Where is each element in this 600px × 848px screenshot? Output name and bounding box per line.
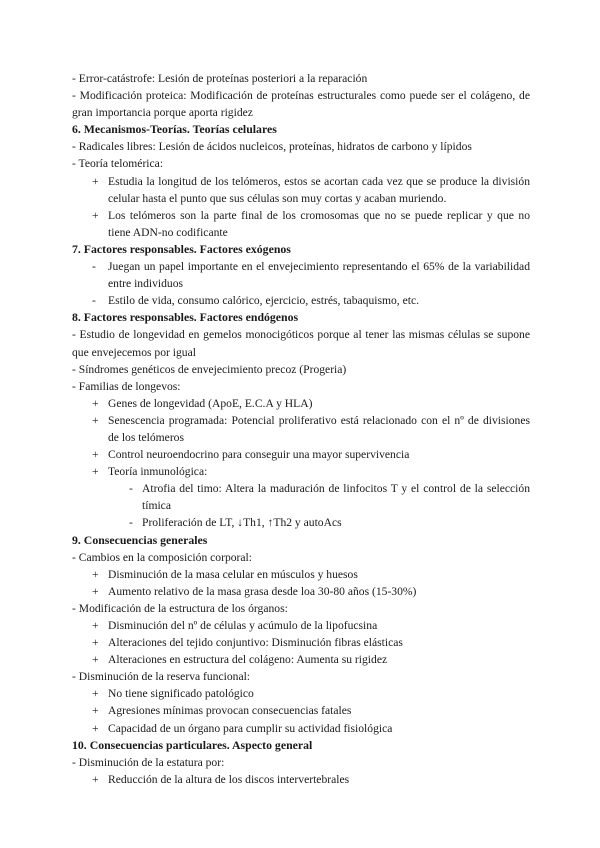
plus-bullet-item (72, 583, 530, 600)
bullet-text: Aumento relativo de la masa grasa desde loa 30-80 años (15-30%) (108, 584, 417, 598)
plus-bullet-item (72, 463, 530, 480)
plus-bullet-item (72, 395, 530, 412)
bullet-text: Alteraciones en estructura del colágeno: Aumenta su rigidez (108, 653, 388, 667)
bullet-marker: - (129, 482, 133, 496)
bullet-text: Disminución de la masa celular en músculos y huesos (108, 567, 358, 581)
bullet-text: Atrofia del timo: Altera la maduración de linfocitos T y el control de la selección tímica (142, 482, 530, 513)
dash-item: - Cambios en la composición corporal: (72, 550, 252, 564)
bullet-marker: + (92, 174, 99, 188)
bullet-text: Agresiones mínimas provocan consecuencias fatales (108, 704, 352, 718)
bullet-text: Juegan un papel importante en el envejecimiento representando el 65% de la variabilidad entre individuos (108, 260, 530, 291)
bullet-marker: + (92, 448, 99, 462)
document-body (72, 70, 530, 788)
plus-bullet-item (72, 651, 530, 668)
section-heading: 10. Consecuencias particulares. Aspecto general (72, 737, 313, 752)
plus-bullet-item (72, 207, 530, 241)
bullet-marker: + (92, 619, 99, 632)
section-heading: 6. Mecanismos-Teorías. Teorías celulares (72, 122, 277, 137)
bullet-marker: + (92, 396, 99, 410)
bullet-marker: - (92, 294, 96, 308)
bullet-marker: + (92, 772, 99, 786)
bullet-marker: + (92, 584, 99, 598)
bullet-text: Disminución del nº de células y acúmulo de la lipofucsina (108, 619, 378, 632)
plus-bullet-item (72, 173, 530, 207)
plus-bullet-item (72, 702, 530, 719)
plus-bullet-item (72, 634, 530, 651)
minus-bullet-item (72, 292, 530, 309)
plus-bullet-item (72, 446, 530, 463)
bullet-marker: + (92, 208, 99, 222)
bullet-marker: + (92, 567, 99, 581)
plus-bullet-item (72, 412, 530, 446)
bullet-marker: + (92, 721, 99, 735)
bullet-marker: + (92, 704, 99, 718)
dash-item: - Modificación proteica: Modificación de proteínas estructurales como puede ser el colágeno, de gran importancia porque aporta rigidez (72, 89, 530, 120)
dash-item: - Teoría telomérica: (72, 157, 164, 171)
bullet-marker: + (92, 636, 99, 650)
minus-bullet-item (72, 258, 530, 292)
dash-item: - Radicales libres: Lesión de ácidos nucleicos, proteínas, hidratos de carbono y lípidos (72, 140, 472, 154)
section-heading: 8. Factores responsables. Factores endógenos (72, 310, 299, 325)
bullet-text: Estilo de vida, consumo calórico, ejercicio, estrés, tabaquismo, etc. (108, 294, 419, 308)
dash-item: - Familias de longevos: (72, 379, 181, 393)
bullet-text: Teoría inmunológica: (108, 465, 208, 479)
bullet-text: Proliferación de LT, ↓Th1, ↑Th2 y autoAcs (142, 516, 342, 530)
dash-item: - Error-catástrofe: Lesión de proteínas posteriori a la reparación (72, 72, 368, 85)
bullet-text: Senescencia programada: Potencial proliferativo está relacionado con el nº de divisiones de los telómeros (108, 413, 530, 444)
dash-item: - Disminución de la estatura por: (72, 755, 225, 769)
plus-bullet-item (72, 771, 530, 788)
section-heading: 9. Consecuencias generales (72, 532, 208, 547)
section-heading: 7. Factores responsables. Factores exógenos (72, 241, 291, 256)
plus-bullet-item (72, 566, 530, 583)
plus-bullet-item (72, 685, 530, 702)
dash-item: - Modificación de la estructura de los órganos: (72, 601, 288, 615)
bullet-marker: + (92, 687, 99, 701)
bullet-marker: + (92, 465, 99, 479)
bullet-text: Estudia la longitud de los telómeros, estos se acortan cada vez que se produce la división celular hasta el punto que sus células son muy cortas y acaban muriendo. (108, 174, 530, 205)
plus-bullet-item (72, 617, 530, 634)
bullet-marker: - (129, 516, 133, 530)
bullet-text: Capacidad de un órgano para cumplir su actividad fisiológica (108, 721, 393, 735)
sub-bullet-item (72, 514, 530, 531)
bullet-marker: + (92, 413, 99, 427)
bullet-text: Alteraciones del tejido conjuntivo: Disminución fibras elásticas (108, 636, 403, 650)
dash-item: - Estudio de longevidad en gemelos monocigóticos porque al tener las mismas células se supone que envejecemos por igual (72, 328, 530, 359)
dash-item: - Síndromes genéticos de envejecimiento precoz (Progeria) (72, 362, 347, 376)
bullet-marker: + (92, 653, 99, 667)
plus-bullet-item (72, 720, 530, 737)
dash-item: - Disminución de la reserva funcional: (72, 670, 251, 684)
bullet-text: Genes de longevidad (ApoE, E.C.A y HLA) (108, 396, 313, 410)
sub-bullet-item (72, 480, 530, 514)
bullet-text: Control neuroendocrino para conseguir una mayor supervivencia (108, 448, 410, 462)
bullet-marker: - (92, 260, 96, 274)
bullet-text: No tiene significado patológico (108, 687, 254, 701)
bullet-text: Los telómeros son la parte final de los cromosomas que no se puede replicar y que no tiene ADN-no codificante (108, 208, 530, 239)
bullet-text: Reducción de la altura de los discos intervertebrales (108, 772, 350, 786)
